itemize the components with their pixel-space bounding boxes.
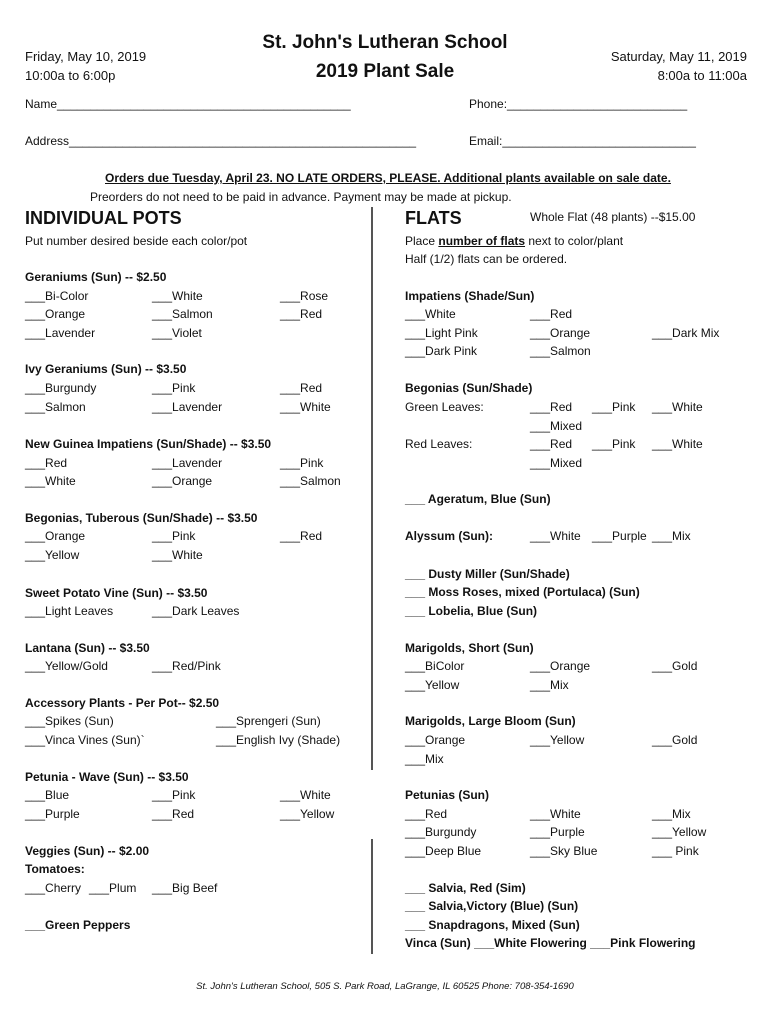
geraniums-title: Geraniums (Sun) -- $2.50 [25,270,167,284]
order-line[interactable]: ___Red [530,400,573,414]
order-line[interactable]: ___White [652,400,703,414]
email-field[interactable]: Email:_____________________________ [469,134,696,148]
order-line[interactable]: ___Bi-Color [25,289,89,303]
flats-heading: FLATS [405,208,462,228]
order-line[interactable]: ___Sprengeri (Sun) [216,714,321,728]
order-line[interactable]: ___Yellow [652,825,707,839]
ivy-geraniums-title: Ivy Geraniums (Sun) -- $3.50 [25,362,187,376]
order-line[interactable]: ___Dark Leaves [152,604,240,618]
order-line[interactable]: ___White [152,548,203,562]
veggies-title: Veggies (Sun) -- $2.00 [25,844,150,858]
sale-day-1-date: Friday, May 10, 2019 [25,49,147,64]
order-line[interactable]: ___Yellow [405,678,460,692]
order-line[interactable]: ___Salmon [152,307,213,321]
flats-instruction [405,234,623,248]
order-line[interactable]: ___Pink [592,400,636,414]
new-guinea-impatiens-title: New Guinea Impatiens (Sun/Shade) -- $3.50 [25,437,272,451]
flat-price-note [530,210,695,224]
order-line[interactable]: ___Yellow [280,807,335,821]
order-line[interactable]: ___Orange [152,474,213,488]
order-line[interactable]: ___Rose [280,289,329,303]
order-line[interactable]: ___Plum [89,881,137,895]
order-line[interactable]: ___Gold [652,733,698,747]
order-line[interactable]: ___Salmon [25,400,86,414]
wave-petunia-title: Petunia - Wave (Sun) -- $3.50 [25,770,189,784]
order-line[interactable]: ___Red/Pink [152,659,221,673]
address-field[interactable]: Address____________________________________________________ [25,134,417,148]
order-line[interactable]: ___White [152,289,203,303]
order-line[interactable]: ___Lavender [152,456,223,470]
column-divider-lower [371,839,373,954]
order-line[interactable]: ___Green Peppers [25,918,131,932]
impatiens-flats-title: Impatiens (Shade/Sun) [405,289,535,303]
order-line[interactable]: ___Pink [280,456,324,470]
petunias-flats-title: Petunias (Sun) [405,788,490,802]
order-line[interactable]: ___Light Leaves [25,604,114,618]
order-line[interactable]: ___Dark Mix [652,326,720,340]
order-line[interactable]: Vinca (Sun) ___White Flowering ___Pink Flowering [405,936,696,950]
sweet-potato-vine-title: Sweet Potato Vine (Sun) -- $3.50 [25,586,208,600]
order-line[interactable]: ___ Ageratum, Blue (Sun) [405,492,551,506]
half-flat-note: Half (1/2) flats can be ordered. [405,252,568,266]
order-line[interactable]: ___Gold [652,659,698,673]
individual-pots-heading: INDIVIDUAL POTS [25,208,182,228]
order-line[interactable]: ___Pink [152,381,196,395]
red-leaves-label: Red Leaves: [405,437,473,451]
column-divider-upper [371,207,373,770]
instruction-emphasis: number of flats [438,234,526,248]
instruction-post: next to color/plant [525,234,624,248]
order-line[interactable]: ___BiColor [405,659,465,673]
order-line[interactable]: ___Violet [152,326,202,340]
order-line[interactable]: ___Big Beef [152,881,218,895]
footer-address: St. John's Lutheran School, 505 S. Park Road, LaGrange, IL 60525 Phone: 708-354-1690 [196,981,574,992]
order-line[interactable]: ___Lavender [152,400,223,414]
order-line[interactable]: ___Orange [25,529,86,543]
order-line[interactable]: ___White [652,437,703,451]
order-line[interactable]: ___Purple [25,807,80,821]
order-line[interactable]: ___Purple [530,825,585,839]
order-line[interactable]: ___Red [280,381,323,395]
orders-due-notice: Orders due Tuesday, April 23. NO LATE ORDERS, PLEASE. Additional plants available on sale date. [105,171,671,185]
order-line[interactable]: ___Lavender [25,326,96,340]
order-line[interactable]: ___Mixed [530,419,583,433]
order-line[interactable]: ___Purple [592,529,647,543]
marigolds-short-title: Marigolds, Short (Sun) [405,641,534,655]
begonias-flats-title: Begonias (Sun/Shade) [405,381,533,395]
order-line[interactable]: ___Mix [530,678,569,692]
order-line[interactable]: ___Red [152,807,195,821]
order-line[interactable]: ___Yellow/Gold [25,659,108,673]
order-line[interactable]: ___Deep Blue [405,844,482,858]
order-line[interactable]: ___White [280,788,331,802]
order-line[interactable]: ___Mix [405,752,444,766]
order-line[interactable]: ___White [530,807,581,821]
order-line[interactable]: ___Mixed [530,456,583,470]
order-line[interactable]: ___Burgundy [405,825,477,839]
order-line[interactable]: ___Mix [652,529,691,543]
name-field[interactable]: Name____________________________________________ [25,97,351,111]
order-line[interactable]: ___ Lobelia, Blue (Sun) [405,604,538,618]
order-line[interactable]: ___Red [280,529,323,543]
order-line[interactable]: ___Sky Blue [530,844,598,858]
green-leaves-label: Green Leaves: [405,400,484,414]
order-line[interactable]: ___Yellow [530,733,585,747]
order-line[interactable]: ___ Dusty Miller (Sun/Shade) [405,567,570,581]
order-line[interactable]: ___Orange [25,307,86,321]
lantana-title: Lantana (Sun) -- $3.50 [25,641,150,655]
order-line[interactable]: ___White [25,474,76,488]
page-title: 2019 Plant Sale [315,61,455,82]
flat-price-note-text: Whole Flat (48 plants) --$15.00 [530,210,696,224]
sale-day-2-hours: 8:00a to 11:00a [657,68,747,83]
sale-day-2-date: Saturday, May 11, 2019 [610,49,747,64]
order-line[interactable]: ___Burgundy [25,381,97,395]
order-line[interactable]: ___Pink [592,437,636,451]
order-line[interactable]: ___Vinca Vines (Sun)` [25,733,145,747]
order-line[interactable]: ___Red [405,807,448,821]
order-line[interactable]: ___ Salvia, Red (Sim) [405,881,526,895]
order-line[interactable]: ___White [405,307,456,321]
order-line[interactable]: ___ Salvia,Victory (Blue) (Sun) [405,899,579,913]
order-line[interactable]: ___ Snapdragons, Mixed (Sun) [405,918,580,932]
order-line[interactable]: ___English Ivy (Shade) [216,733,341,747]
order-line[interactable]: ___Light Pink [405,326,478,340]
order-line[interactable]: ___Red [530,437,573,451]
order-line[interactable]: ___Red [280,307,323,321]
payment-notice: Preorders do not need to be paid in advance. Payment may be made at pickup. [90,190,512,204]
order-line[interactable]: ___Pink [152,529,196,543]
order-line[interactable]: ___Spikes (Sun) [25,714,114,728]
order-line[interactable]: ___Dark Pink [405,344,478,358]
order-line[interactable]: ___Cherry [25,881,82,895]
order-line[interactable]: ___Mix [652,807,691,821]
order-line[interactable]: ___Salmon [280,474,341,488]
individual-instruction: Put number desired beside each color/pot [25,234,248,248]
order-line[interactable]: ___Orange [530,659,591,673]
order-line[interactable]: ___ Moss Roses, mixed (Portulaca) (Sun) [405,585,640,599]
accessory-plants-title: Accessory Plants - Per Pot-- $2.50 [25,696,220,710]
order-line[interactable]: ___Pink [152,788,196,802]
school-name: St. John's Lutheran School [262,32,508,53]
instruction-pre: Place [405,234,439,248]
order-line[interactable]: ___ Pink [652,844,699,858]
order-line[interactable]: ___Red [25,456,68,470]
tuberous-begonias-title: Begonias, Tuberous (Sun/Shade) -- $3.50 [25,511,258,525]
tomatoes-label: Tomatoes: [25,862,85,876]
order-line[interactable]: ___Red [530,307,573,321]
marigolds-large-title: Marigolds, Large Bloom (Sun) [405,714,576,728]
sale-day-1-hours: 10:00a to 6:00p [25,68,116,83]
order-line[interactable]: ___White [280,400,331,414]
phone-field[interactable]: Phone:___________________________ [469,97,688,111]
alyssum-label: Alyssum (Sun): [405,529,494,543]
order-line[interactable]: ___Salmon [530,344,591,358]
order-line[interactable]: ___Orange [530,326,591,340]
order-line[interactable]: ___Blue [25,788,70,802]
order-line[interactable]: ___White [530,529,581,543]
order-line[interactable]: ___Yellow [25,548,80,562]
order-line[interactable]: ___Orange [405,733,466,747]
